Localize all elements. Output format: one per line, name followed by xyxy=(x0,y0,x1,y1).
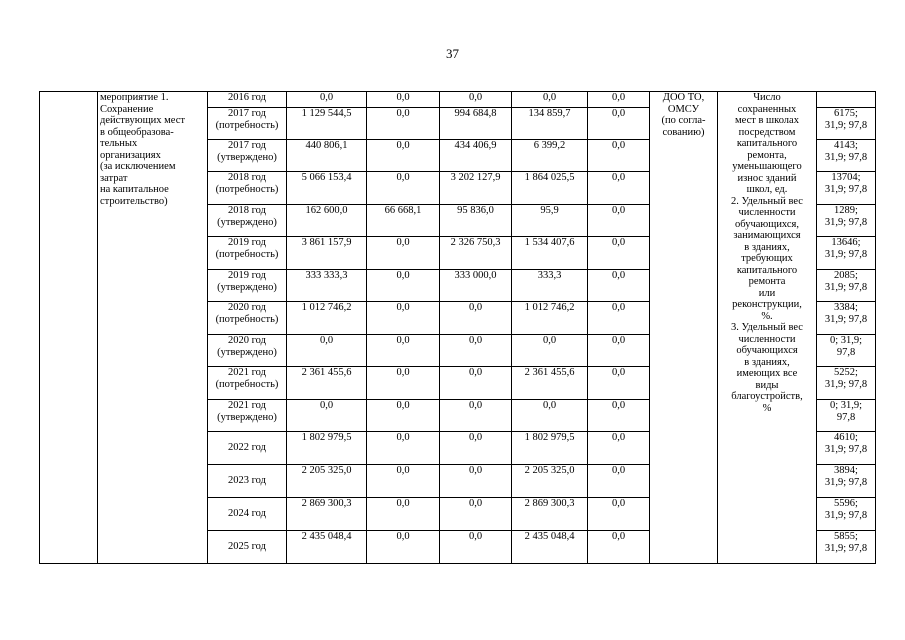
indicators-cell xyxy=(718,92,817,564)
amount-mun-cell xyxy=(512,335,588,367)
measure-line: действующих мест xyxy=(100,115,185,126)
amount-value: 2 869 300,3 xyxy=(301,498,352,509)
indicator-line: численности xyxy=(738,333,796,345)
amount-value: 6 399,2 xyxy=(533,140,566,151)
year-cell xyxy=(208,335,287,367)
year-line: 2019 год xyxy=(228,237,266,248)
indicator-line: обучающихся, xyxy=(735,218,799,230)
amount-reg-cell xyxy=(440,140,512,172)
amount-value: 0,0 xyxy=(611,531,626,542)
measure-line: мероприятие 1. xyxy=(100,92,169,103)
year-cell xyxy=(208,172,287,205)
year-cell xyxy=(208,140,287,172)
indicator-line: численности xyxy=(738,207,796,218)
indicator-line: Число xyxy=(753,92,781,103)
amount-total-cell xyxy=(287,172,367,205)
indicator-value-line: 3894; xyxy=(834,465,858,476)
amount-fed-cell xyxy=(367,205,440,237)
indicator-value-line: 1289; xyxy=(834,205,858,216)
executor-line: ОМСУ xyxy=(667,103,700,115)
amount-other-cell xyxy=(588,498,650,531)
year-cell xyxy=(208,302,287,335)
year-line: 2020 год xyxy=(228,302,266,313)
indicator-value-line: 31,9; 97,8 xyxy=(824,378,868,390)
year-line: 2018 год xyxy=(228,172,266,183)
indicator-value-line: 31,9; 97,8 xyxy=(824,476,868,488)
indicator-value-cell xyxy=(817,465,876,498)
amount-fed-cell xyxy=(367,140,440,172)
year-line: 2021 год xyxy=(228,367,266,378)
amount-value: 0,0 xyxy=(319,400,334,411)
year-line: 2020 год xyxy=(228,335,266,346)
indicator-value-cell xyxy=(817,302,876,335)
year-line: 2016 год xyxy=(228,92,266,103)
amount-value: 1 802 979,5 xyxy=(524,432,575,443)
indicator-value-cell xyxy=(817,531,876,564)
number-cell xyxy=(40,92,98,564)
indicator-line: износ зданий xyxy=(737,172,797,184)
amount-reg-cell xyxy=(440,432,512,465)
indicator-value-cell xyxy=(817,205,876,237)
indicator-line: благоустройств, xyxy=(731,391,803,402)
executor-line: сованию) xyxy=(662,126,705,138)
amount-total-cell xyxy=(287,108,367,140)
amount-value: 0,0 xyxy=(611,432,626,443)
amount-value: 2 361 455,6 xyxy=(301,367,352,378)
year-cell xyxy=(208,367,287,400)
amount-mun-cell xyxy=(512,498,588,531)
amount-value: 0,0 xyxy=(468,432,483,443)
indicator-value-line: 97,8 xyxy=(836,346,856,358)
indicator-line: капитального xyxy=(736,264,798,276)
indicator-value-line: 0; 31,9; xyxy=(829,335,863,346)
year-line: 2023 год xyxy=(228,475,266,487)
amount-mun-cell xyxy=(512,302,588,335)
amount-other-cell xyxy=(588,302,650,335)
amount-fed-cell xyxy=(367,367,440,400)
amount-total-cell xyxy=(287,367,367,400)
amount-value: 333,3 xyxy=(537,270,562,281)
amount-total-cell xyxy=(287,92,367,108)
amount-value: 2 326 750,3 xyxy=(450,237,501,248)
year-line: 2017 год xyxy=(228,108,266,119)
measure-line: организациях xyxy=(100,149,161,161)
measure-line: затрат xyxy=(100,172,128,184)
amount-fed-cell xyxy=(367,302,440,335)
indicator-line: % xyxy=(762,402,772,414)
amount-value: 2 205 325,0 xyxy=(524,465,575,476)
measure-line: строительство) xyxy=(100,195,168,207)
amount-other-cell xyxy=(588,140,650,172)
year-cell xyxy=(208,400,287,432)
amount-fed-cell xyxy=(367,531,440,564)
amount-other-cell xyxy=(588,92,650,108)
year-line: (утверждено) xyxy=(217,411,277,423)
amount-value: 0,0 xyxy=(396,367,410,378)
amount-value: 0,0 xyxy=(611,335,626,346)
year-line: (утверждено) xyxy=(217,216,277,228)
amount-value: 0,0 xyxy=(542,92,557,103)
amount-value: 95 836,0 xyxy=(457,205,494,216)
amount-total-cell xyxy=(287,498,367,531)
amount-value: 333 333,3 xyxy=(305,270,348,281)
indicator-value-line: 3384; xyxy=(834,302,858,313)
indicator-value-line: 31,9; 97,8 xyxy=(824,248,868,260)
amount-value: 0,0 xyxy=(611,172,626,183)
amount-reg-cell xyxy=(440,108,512,140)
amount-total-cell xyxy=(287,140,367,172)
amount-value: 0,0 xyxy=(468,465,483,476)
amount-mun-cell xyxy=(512,432,588,465)
amount-total-cell xyxy=(287,400,367,432)
amount-value: 3 202 127,9 xyxy=(450,172,501,183)
measure-line: тельных xyxy=(100,138,138,149)
executor-line: (по согла- xyxy=(661,115,706,126)
indicator-line: мест в школах xyxy=(735,115,799,126)
amount-reg-cell xyxy=(440,302,512,335)
amount-other-cell xyxy=(588,335,650,367)
indicator-line: ремонта, xyxy=(747,149,787,161)
amount-value: 0,0 xyxy=(542,335,557,346)
amount-mun-cell xyxy=(512,92,588,108)
amount-value: 0,0 xyxy=(396,237,410,248)
amount-value: 0,0 xyxy=(468,531,483,542)
amount-mun-cell xyxy=(512,237,588,270)
indicator-value-cell xyxy=(817,237,876,270)
amount-value: 1 534 407,6 xyxy=(524,237,575,248)
year-line: 2025 год xyxy=(228,541,266,553)
amount-reg-cell xyxy=(440,531,512,564)
amount-value: 0,0 xyxy=(319,335,334,346)
amount-value: 5 066 153,4 xyxy=(301,172,352,183)
amount-other-cell xyxy=(588,172,650,205)
amount-value: 0,0 xyxy=(611,108,626,119)
indicator-value-line: 2085; xyxy=(834,270,858,281)
amount-mun-cell xyxy=(512,270,588,302)
indicator-value-cell xyxy=(817,172,876,205)
measure-line: в общеобразова- xyxy=(100,126,174,138)
amount-total-cell xyxy=(287,205,367,237)
amount-fed-cell xyxy=(367,432,440,465)
indicator-value-cell xyxy=(817,432,876,465)
indicator-value-line: 6175; xyxy=(834,108,858,119)
amount-value: 440 806,1 xyxy=(305,140,348,151)
indicator-line: 3. Удельный вес xyxy=(731,322,803,333)
amount-value: 0,0 xyxy=(611,92,626,103)
year-line: 2017 год xyxy=(228,140,266,151)
amount-other-cell xyxy=(588,432,650,465)
table-body xyxy=(40,92,876,564)
amount-value: 0,0 xyxy=(396,465,410,476)
indicator-value-line: 31,9; 97,8 xyxy=(824,216,868,228)
indicator-line: занимающихся xyxy=(733,230,801,241)
amount-value: 0,0 xyxy=(611,237,626,248)
measure-line: на капитальное xyxy=(100,184,169,195)
indicator-value-cell xyxy=(817,367,876,400)
amount-fed-cell xyxy=(367,498,440,531)
amount-other-cell xyxy=(588,237,650,270)
amount-other-cell xyxy=(588,465,650,498)
indicator-value-line: 4143; xyxy=(834,140,858,151)
amount-value: 1 012 746,2 xyxy=(301,302,352,313)
year-line: (потребность) xyxy=(215,119,279,131)
executor-cell xyxy=(650,92,718,564)
amount-fed-cell xyxy=(367,92,440,108)
year-line: (утверждено) xyxy=(217,151,277,163)
indicator-value-line: 31,9; 97,8 xyxy=(824,281,868,293)
indicator-line: требующих xyxy=(741,253,793,264)
indicator-line: уменьшающего xyxy=(732,161,802,172)
amount-other-cell xyxy=(588,270,650,302)
amount-value: 333 000,0 xyxy=(454,270,497,281)
amount-fed-cell xyxy=(367,465,440,498)
measure-line: (за исключением xyxy=(100,161,176,172)
amount-value: 0,0 xyxy=(468,335,483,346)
amount-fed-cell xyxy=(367,270,440,302)
amount-total-cell xyxy=(287,335,367,367)
amount-value: 0,0 xyxy=(468,400,483,411)
indicator-value-line: 5855; xyxy=(834,531,858,542)
indicator-value-cell xyxy=(817,498,876,531)
amount-value: 0,0 xyxy=(611,367,626,378)
amount-value: 0,0 xyxy=(611,465,626,476)
indicator-line: капитального xyxy=(736,138,798,149)
amount-value: 2 869 300,3 xyxy=(524,498,575,509)
amount-fed-cell xyxy=(367,400,440,432)
amount-mun-cell xyxy=(512,367,588,400)
amount-total-cell xyxy=(287,432,367,465)
amount-reg-cell xyxy=(440,270,512,302)
amount-value: 0,0 xyxy=(396,92,410,103)
amount-value: 0,0 xyxy=(611,302,626,313)
indicator-value-cell xyxy=(817,140,876,172)
amount-value: 0,0 xyxy=(611,205,626,216)
amount-value: 0,0 xyxy=(396,140,410,151)
amount-mun-cell xyxy=(512,140,588,172)
table-row xyxy=(40,92,876,108)
amount-fed-cell xyxy=(367,335,440,367)
year-line: (потребность) xyxy=(215,313,279,325)
amount-reg-cell xyxy=(440,237,512,270)
amount-reg-cell xyxy=(440,498,512,531)
amount-mun-cell xyxy=(512,400,588,432)
amount-value: 0,0 xyxy=(319,92,334,103)
amount-mun-cell xyxy=(512,108,588,140)
amount-reg-cell xyxy=(440,367,512,400)
amount-mun-cell xyxy=(512,531,588,564)
amount-fed-cell xyxy=(367,237,440,270)
indicator-line: в зданиях, xyxy=(744,241,790,253)
indicator-value-cell xyxy=(817,335,876,367)
indicator-value-line: 5596; xyxy=(834,498,858,509)
amount-value: 0,0 xyxy=(396,270,410,281)
amount-total-cell xyxy=(287,302,367,335)
indicator-line: школ, ед. xyxy=(746,184,788,195)
amount-value: 994 684,8 xyxy=(454,108,497,119)
amount-reg-cell xyxy=(440,335,512,367)
amount-value: 0,0 xyxy=(468,92,483,103)
indicator-value-cell xyxy=(817,400,876,432)
amount-total-cell xyxy=(287,465,367,498)
indicator-line: сохраненных xyxy=(737,103,797,115)
program-table xyxy=(39,91,876,564)
amount-value: 2 205 325,0 xyxy=(301,465,352,476)
indicator-value-line: 97,8 xyxy=(836,411,856,423)
indicator-value-line: 4610; xyxy=(834,432,858,443)
indicator-line: виды xyxy=(755,379,779,391)
indicator-value-line: 31,9; 97,8 xyxy=(824,151,868,163)
amount-value: 0,0 xyxy=(611,498,626,509)
measure-name-cell xyxy=(98,92,208,564)
amount-value: 0,0 xyxy=(396,400,410,411)
indicator-value-cell xyxy=(817,108,876,140)
indicator-value-cell xyxy=(817,270,876,302)
indicator-value-line: 31,9; 97,8 xyxy=(824,313,868,325)
indicator-value-line: 31,9; 97,8 xyxy=(824,183,868,195)
indicator-value-line: 31,9; 97,8 xyxy=(824,509,868,521)
amount-value: 1 864 025,5 xyxy=(524,172,575,183)
year-line: (потребность) xyxy=(215,378,279,390)
amount-fed-cell xyxy=(367,108,440,140)
amount-reg-cell xyxy=(440,400,512,432)
amount-value: 0,0 xyxy=(611,140,626,151)
year-line: (утверждено) xyxy=(217,281,277,293)
indicator-line: ремонта xyxy=(748,276,786,287)
amount-value: 0,0 xyxy=(396,108,410,119)
amount-value: 1 012 746,2 xyxy=(524,302,575,313)
amount-reg-cell xyxy=(440,465,512,498)
amount-value: 0,0 xyxy=(468,302,483,313)
year-cell xyxy=(208,531,287,564)
amount-value: 66 668,1 xyxy=(384,205,422,216)
amount-value: 134 859,7 xyxy=(528,108,571,119)
indicator-line: имеющих все xyxy=(736,368,798,379)
indicator-value-line: 31,9; 97,8 xyxy=(824,443,868,455)
amount-value: 0,0 xyxy=(396,432,410,443)
amount-value: 95,9 xyxy=(540,205,559,216)
year-line: 2021 год xyxy=(228,400,266,411)
year-cell xyxy=(208,270,287,302)
amount-value: 0,0 xyxy=(611,400,626,411)
amount-fed-cell xyxy=(367,172,440,205)
indicator-line: реконструкции, xyxy=(732,299,802,310)
amount-value: 1 129 544,5 xyxy=(301,108,352,119)
amount-reg-cell xyxy=(440,92,512,108)
amount-total-cell xyxy=(287,531,367,564)
amount-other-cell xyxy=(588,367,650,400)
amount-value: 0,0 xyxy=(542,400,557,411)
amount-value: 2 361 455,6 xyxy=(524,367,575,378)
amount-other-cell xyxy=(588,205,650,237)
amount-reg-cell xyxy=(440,205,512,237)
amount-total-cell xyxy=(287,237,367,270)
indicator-line: посредством xyxy=(738,126,796,138)
amount-value: 0,0 xyxy=(396,531,410,542)
amount-value: 0,0 xyxy=(396,172,410,183)
amount-other-cell xyxy=(588,531,650,564)
indicator-value-line: 31,9; 97,8 xyxy=(824,542,868,554)
indicator-value-line: 13646; xyxy=(831,237,861,248)
amount-mun-cell xyxy=(512,172,588,205)
amount-mun-cell xyxy=(512,465,588,498)
year-cell xyxy=(208,237,287,270)
indicator-line: %. xyxy=(761,310,773,322)
amount-value: 2 435 048,4 xyxy=(524,531,575,542)
amount-other-cell xyxy=(588,400,650,432)
year-line: 2022 год xyxy=(228,442,266,454)
amount-value: 0,0 xyxy=(468,367,483,378)
year-line: 2019 год xyxy=(228,270,266,281)
year-cell xyxy=(208,108,287,140)
amount-value: 0,0 xyxy=(611,270,626,281)
year-line: (утверждено) xyxy=(217,346,277,358)
amount-value: 0,0 xyxy=(468,498,483,509)
indicator-value-line: 5252; xyxy=(834,367,858,378)
year-cell xyxy=(208,432,287,465)
measure-line: Сохранение xyxy=(100,103,154,115)
year-line: 2024 год xyxy=(228,508,266,520)
amount-other-cell xyxy=(588,108,650,140)
amount-value: 0,0 xyxy=(396,335,410,346)
indicator-value-line: 13704; xyxy=(831,172,861,183)
executor-line: ДОО ТО, xyxy=(662,92,705,103)
year-line: (потребность) xyxy=(215,183,279,195)
indicator-value-line: 31,9; 97,8 xyxy=(824,119,868,131)
page-number: 37 xyxy=(446,46,459,61)
indicator-value-line: 0; 31,9; xyxy=(829,400,863,411)
year-cell xyxy=(208,465,287,498)
indicator-line: в зданиях, xyxy=(744,356,790,368)
year-cell xyxy=(208,498,287,531)
indicator-line: или xyxy=(758,287,776,299)
year-cell xyxy=(208,205,287,237)
amount-value: 162 600,0 xyxy=(305,205,348,216)
amount-value: 1 802 979,5 xyxy=(301,432,352,443)
amount-value: 2 435 048,4 xyxy=(301,531,352,542)
amount-mun-cell xyxy=(512,205,588,237)
indicator-line: 2. Удельный вес xyxy=(731,195,803,207)
amount-value: 3 861 157,9 xyxy=(301,237,352,248)
amount-reg-cell xyxy=(440,172,512,205)
year-line: 2018 год xyxy=(228,205,266,216)
indicator-value-cell xyxy=(817,92,876,108)
amount-value: 434 406,9 xyxy=(454,140,497,151)
amount-total-cell xyxy=(287,270,367,302)
amount-value: 0,0 xyxy=(396,498,410,509)
indicator-line: обучающихся xyxy=(736,345,798,356)
amount-value: 0,0 xyxy=(396,302,410,313)
year-cell xyxy=(208,92,287,108)
year-line: (потребность) xyxy=(215,248,279,260)
